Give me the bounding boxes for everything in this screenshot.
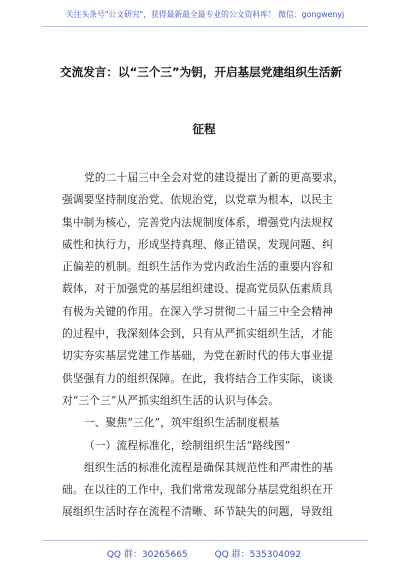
body-line: 础。在以往的工作中，我们常常发现部分基层党组织在开	[62, 483, 333, 497]
document-title-line-1: 交流发言：以“三个三”为钥，开启基层党建组织生活新	[60, 65, 342, 79]
footer-qq-group-1: QQ 群：30265665	[106, 550, 188, 560]
footer-divider	[42, 540, 368, 541]
body-line: 一、聚焦“三化”，筑牢组织生活制度根基	[84, 416, 280, 430]
body-line: 威性和执行力，形成坚持真理、修正错误，发现问题、纠	[62, 237, 333, 251]
body-line: 强调要坚持制度治党、依规治党，以党章为根本，以民主	[62, 193, 333, 207]
body-line: 正偏差的机制。组织生活作为党内政治生活的重要内容和	[62, 260, 333, 274]
footer	[0, 547, 408, 560]
body-line: 组织生活的标准化流程是确保其规范性和严肃性的基	[84, 460, 334, 474]
body-line: 供坚强有力的组织保障。在此，我将结合工作实际，谈谈	[62, 371, 333, 385]
footer-qq-group-2: QQ 群：535304092	[214, 550, 302, 560]
body-line: 展组织生活时存在流程不清晰、环节缺失的问题，导致组	[62, 505, 333, 519]
body-line: （一）流程标准化，绘制组织生活“路线图”	[84, 438, 291, 452]
document-body	[62, 167, 352, 524]
body-line: 党的二十届三中全会对党的建设提出了新的更高要求，	[84, 171, 345, 184]
header-banner: 关注头条号"公文研究"，获得最新最全最专业的公文资料库！ 微信：gongwenyj	[65, 10, 345, 19]
body-line: 有极为关键的作用。在深入学习贯彻二十届三中全会精神	[62, 304, 333, 318]
body-line: 载体，对于加强党的基层组织建设、提高党员队伍素质具	[62, 282, 333, 296]
document-title-line-2: 征程	[192, 122, 216, 136]
header-divider	[42, 26, 368, 27]
body-line: 集中制为核心，完善党内法规制度体系，增强党内法规权	[62, 215, 333, 229]
body-line: 切实夯实基层党建工作基础，为党在新时代的伟大事业提	[62, 349, 333, 363]
body-line: 对“三个三”从严抓实组织生活的认识与体会。	[62, 393, 280, 407]
body-line: 的过程中，我深刻体会到，只有从严抓实组织生活，才能	[62, 327, 333, 341]
